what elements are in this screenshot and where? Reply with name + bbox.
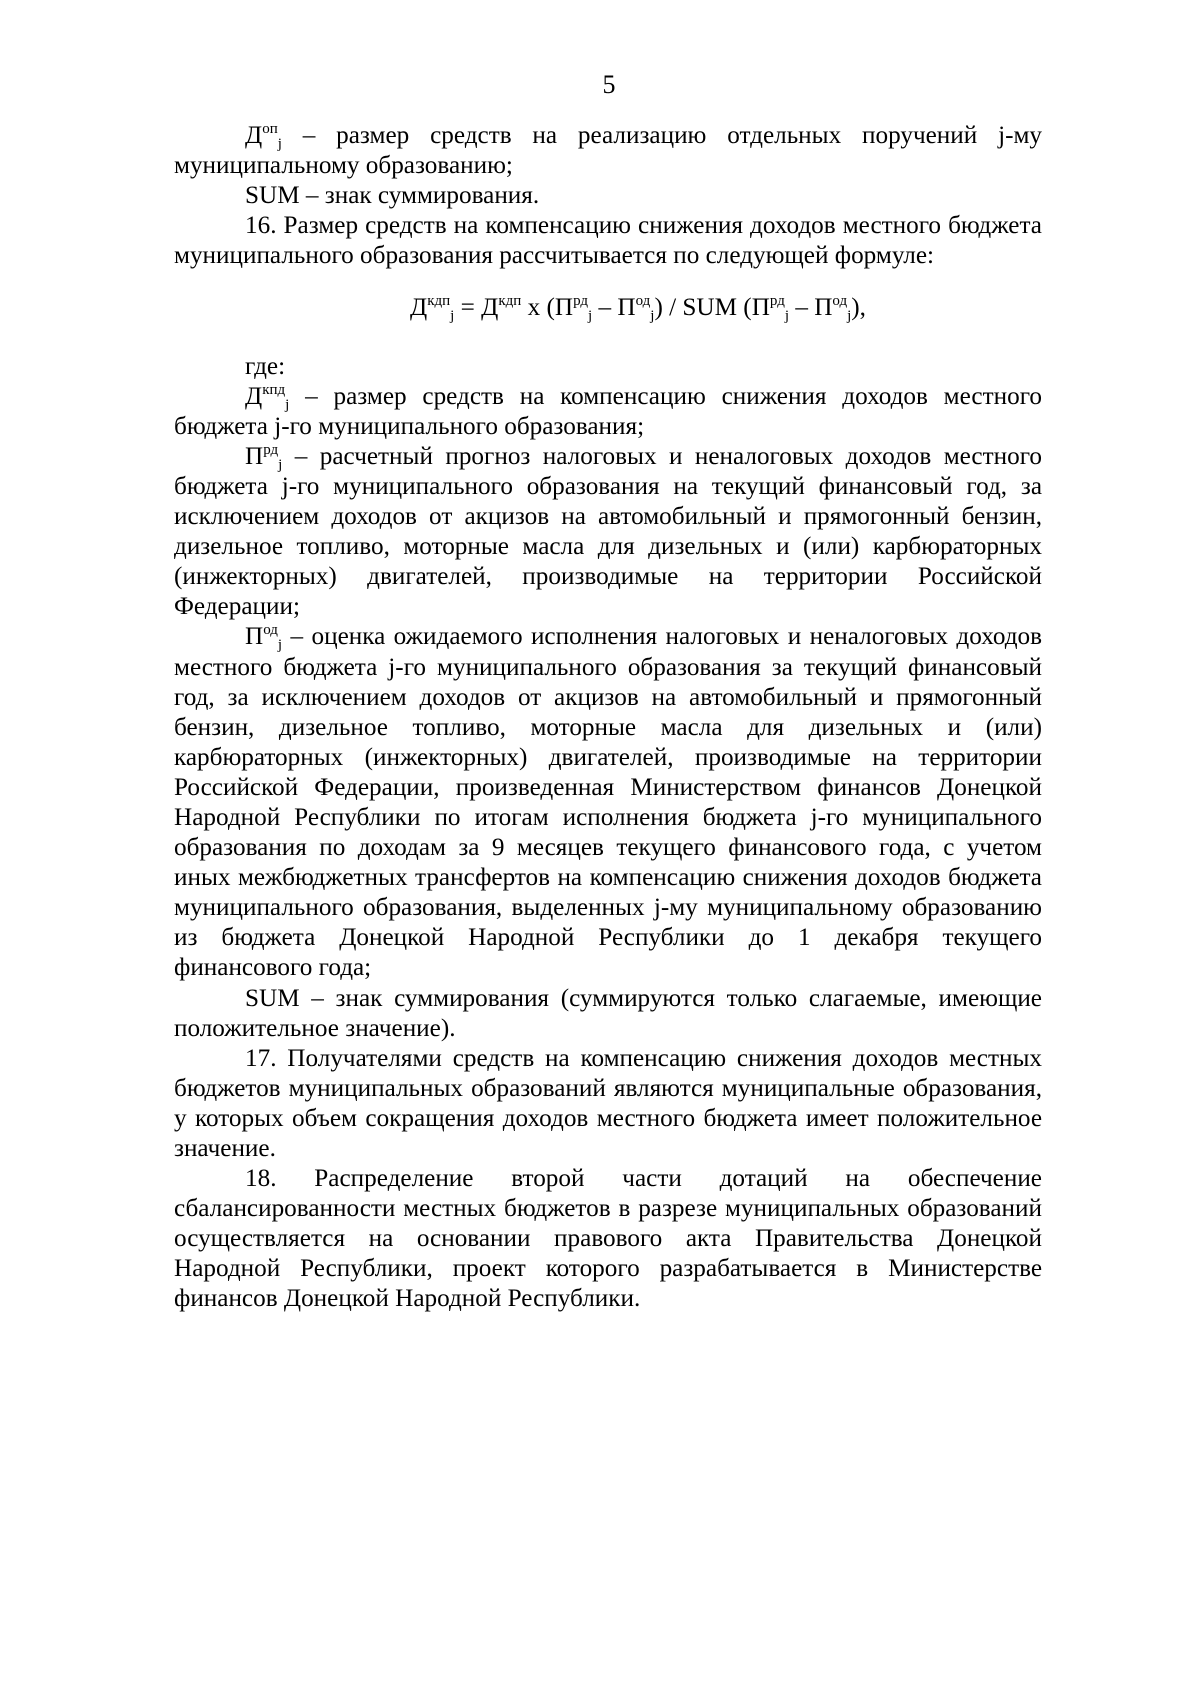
page-number: 5 [602, 70, 616, 99]
definition-p-rd-text: – расчетный прогноз налоговых и неналоговых доходов местного бюджета j-го муниципального образования на текущий финансовый год, за исключением доходов от акцизов на автомобильный и прямогонный бензин, дизельное топливо, моторные масла для дизельных и (или) карбюраторных (инжекторных) двигателей, производимые на территории Российской Федерации; [174, 442, 1042, 621]
symbol-p-rd: $П^{рд}_j$ [245, 441, 283, 473]
item-18: 18. Распределение второй части дотаций на обеспечение сбалансированности местных бюджетов в разрезе муниципальных образований осуществляется на основании правового акта Правительства Донецкой Народной Республики, проект которого разрабатывается в Министерстве финансов Донецкой Народной Республики. [174, 1165, 1042, 1313]
definition-p-rd [174, 442, 1042, 623]
sum-sign-definition: SUM – знак суммирования. [245, 182, 540, 210]
compensation-formula: $Д^{кдп}_j = Д^{кдп}$ х $(П^{рд}_j - П^{од}_j)$ / SUM $(П^{рд}_j - П^{од}_j)$, [410, 293, 866, 325]
definition-d-kpd-text: – размер средств на компенсацию снижения доходов местного бюджета j-го муниципального образования; [174, 382, 1042, 440]
item-17: 17. Получателями средств на компенсацию снижения доходов местных бюджетов муниципальных образований являются муниципальные образования, у которых объем сокращения доходов местного бюджета имеет положительное значение. [174, 1044, 1042, 1162]
where-label: где: [245, 352, 286, 380]
definition-p-od [174, 622, 1042, 983]
definition-d-op-text: – размер средств на реализацию отдельных поручений j-му муниципальному образованию; [174, 122, 1042, 180]
item-16: 16. Размер средств на компенсацию снижения доходов местного бюджета муниципального образования рассчитывается по следующей формуле: [174, 212, 1042, 270]
symbol-d-kpd: $Д^{кпд}_j$ [245, 381, 290, 413]
symbol-p-od: $П^{од}_j$ [245, 622, 283, 654]
definition-d-kpd [174, 382, 1042, 442]
definition-p-od-text: – оценка ожидаемого исполнения налоговых и неналоговых доходов местного бюджета j-го муниципального образования за текущий финансовый год, за исключением доходов от акцизов на автомобильный и прямогонный бензин, дизельное топливо, моторные масла для дизельных и (или) карбюраторных (инжекторных) двигателей, производимые на территории Российской Федерации, произведенная Министерством финансов Донецкой Народной Республики по итогам исполнения бюджета j-го муниципального образования по доходам за 9 месяцев текущего финансового года, с учетом иных межбюджетных трансфертов на компенсацию снижения доходов бюджета муниципального образования, выделенных j-му муниципальному образованию из бюджета Донецкой Народной Республики до 1 декабря текущего финансового года; [174, 623, 1042, 982]
sum-positive-definition: SUM – знак суммирования (суммируются только слагаемые, имеющие положительное значение). [174, 984, 1042, 1042]
document-body [174, 121, 1042, 1315]
symbol-d-op: $Д^{оп}_j$ [245, 121, 282, 152]
definition-d-op [174, 121, 1042, 181]
